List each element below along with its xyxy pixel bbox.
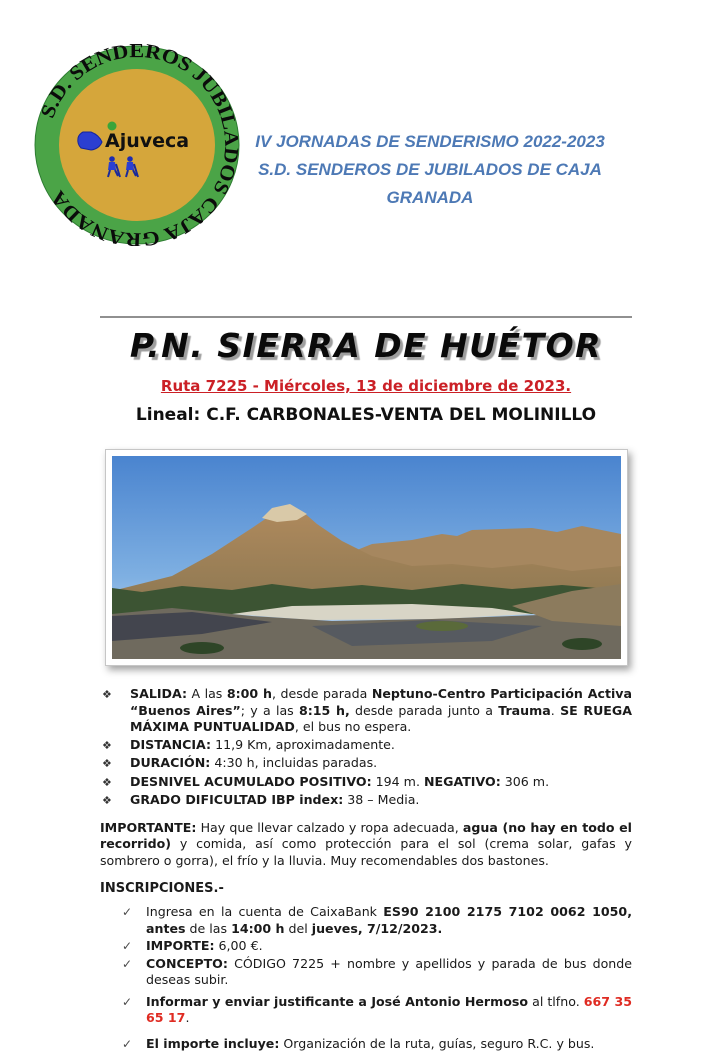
header-line-1: IV JORNADAS DE SENDERISMO 2022-2023 bbox=[255, 132, 605, 151]
inscription-item bbox=[122, 956, 632, 989]
route-date bbox=[100, 377, 632, 395]
route-date-text: Ruta 7225 - Miércoles, 13 de diciembre de 2023. bbox=[160, 377, 572, 395]
important-note: IMPORTANTE: Hay que llevar calzado y ropa adecuada, agua (no hay en todo el recorrido) y comida, así como protección para el sol (crema solar, gafas y sombrero o gorra), el frío y la lluvia. Muy recomendables dos bastones. bbox=[100, 819, 632, 868]
diamond-bullet-icon: ❖ bbox=[102, 688, 112, 701]
route-description: Lineal: C.F. CARBONALES-VENTA DEL MOLINILLO bbox=[135, 405, 597, 425]
landscape-photo bbox=[105, 449, 628, 666]
check-icon: ✓ bbox=[122, 994, 133, 1009]
detail-text: DESNIVEL ACUMULADO POSITIVO: 194 m. NEGATIVO: 306 m. bbox=[130, 773, 550, 789]
event-header bbox=[222, 128, 638, 212]
detail-text: DURACIÓN: 4:30 h, incluidas paradas. bbox=[130, 755, 378, 770]
diamond-bullet-icon: ❖ bbox=[102, 794, 112, 807]
diamond-bullet-icon: ❖ bbox=[102, 775, 112, 789]
detail-text: DISTANCIA: 11,9 Km, aproximadamente. bbox=[130, 736, 395, 752]
bush bbox=[562, 638, 602, 650]
inscription-text: Ingresa en la cuenta de CaixaBank ES90 2100 2175 7102 0062 1050, antes de las 14:00 h del jueves, 7/12/2023. bbox=[146, 904, 632, 936]
inscription-item bbox=[122, 994, 632, 1027]
inscription-item bbox=[122, 938, 632, 955]
detail-item bbox=[102, 686, 632, 736]
diamond-bullet-icon: ❖ bbox=[102, 738, 112, 752]
bush bbox=[416, 621, 468, 631]
inscription-text: IMPORTE: 6,00 €. bbox=[146, 938, 263, 953]
inscription-text: El importe incluye: Organización de la ruta, guías, seguro R.C. y bus. bbox=[146, 1035, 595, 1051]
check-icon: ✓ bbox=[122, 905, 133, 919]
details-list bbox=[100, 686, 632, 810]
detail-item bbox=[102, 755, 632, 773]
inscription-text: CONCEPTO: CÓDIGO 7225 + nombre y apellidos y parada de bus donde deseas subir. bbox=[146, 955, 632, 987]
landscape-image bbox=[112, 456, 621, 659]
club-logo bbox=[33, 44, 241, 246]
check-icon: ✓ bbox=[122, 956, 133, 971]
main-content bbox=[100, 300, 632, 1053]
logo-ring-text: S.D. SENDEROS JUBILADOS CAJA GRANADA bbox=[36, 44, 241, 246]
detail-text: GRADO DIFICULTAD IBP index: 38 – Media. bbox=[130, 792, 420, 807]
detail-text: SALIDA: A las 8:00 h, desde parada Neptuno-Centro Participación Activa “Buenos Aires”; y a las 8:15 h, desde parada junto a Trauma. SE RUEGA MÁXIMA PUNTUALIDAD, el bus no espera. bbox=[130, 686, 632, 734]
check-icon: ✓ bbox=[122, 939, 133, 953]
club-logo-image bbox=[33, 44, 241, 246]
inscription-text: Informar y enviar justificante a José Antonio Hermoso al tlfno. 667 35 65 17. bbox=[146, 993, 632, 1025]
inscriptions-list bbox=[122, 904, 632, 1052]
detail-item bbox=[102, 737, 632, 755]
inscription-item bbox=[122, 1036, 632, 1053]
logo-brand-text: Ajuveca bbox=[105, 130, 190, 152]
check-icon: ✓ bbox=[122, 1036, 133, 1051]
diamond-bullet-icon: ❖ bbox=[102, 757, 112, 770]
detail-item bbox=[102, 774, 632, 792]
route-title: P.N. SIERRA DE HUÉTOR bbox=[129, 326, 603, 365]
header-line-3: GRANADA bbox=[386, 188, 474, 207]
bush bbox=[180, 642, 224, 654]
header-line-2: S.D. SENDEROS DE JUBILADOS DE CAJA bbox=[258, 160, 602, 179]
inscription-item bbox=[122, 904, 632, 937]
detail-item bbox=[102, 792, 632, 810]
inscriptions-heading: INSCRIPCIONES.- bbox=[100, 881, 224, 896]
divider bbox=[100, 316, 632, 318]
